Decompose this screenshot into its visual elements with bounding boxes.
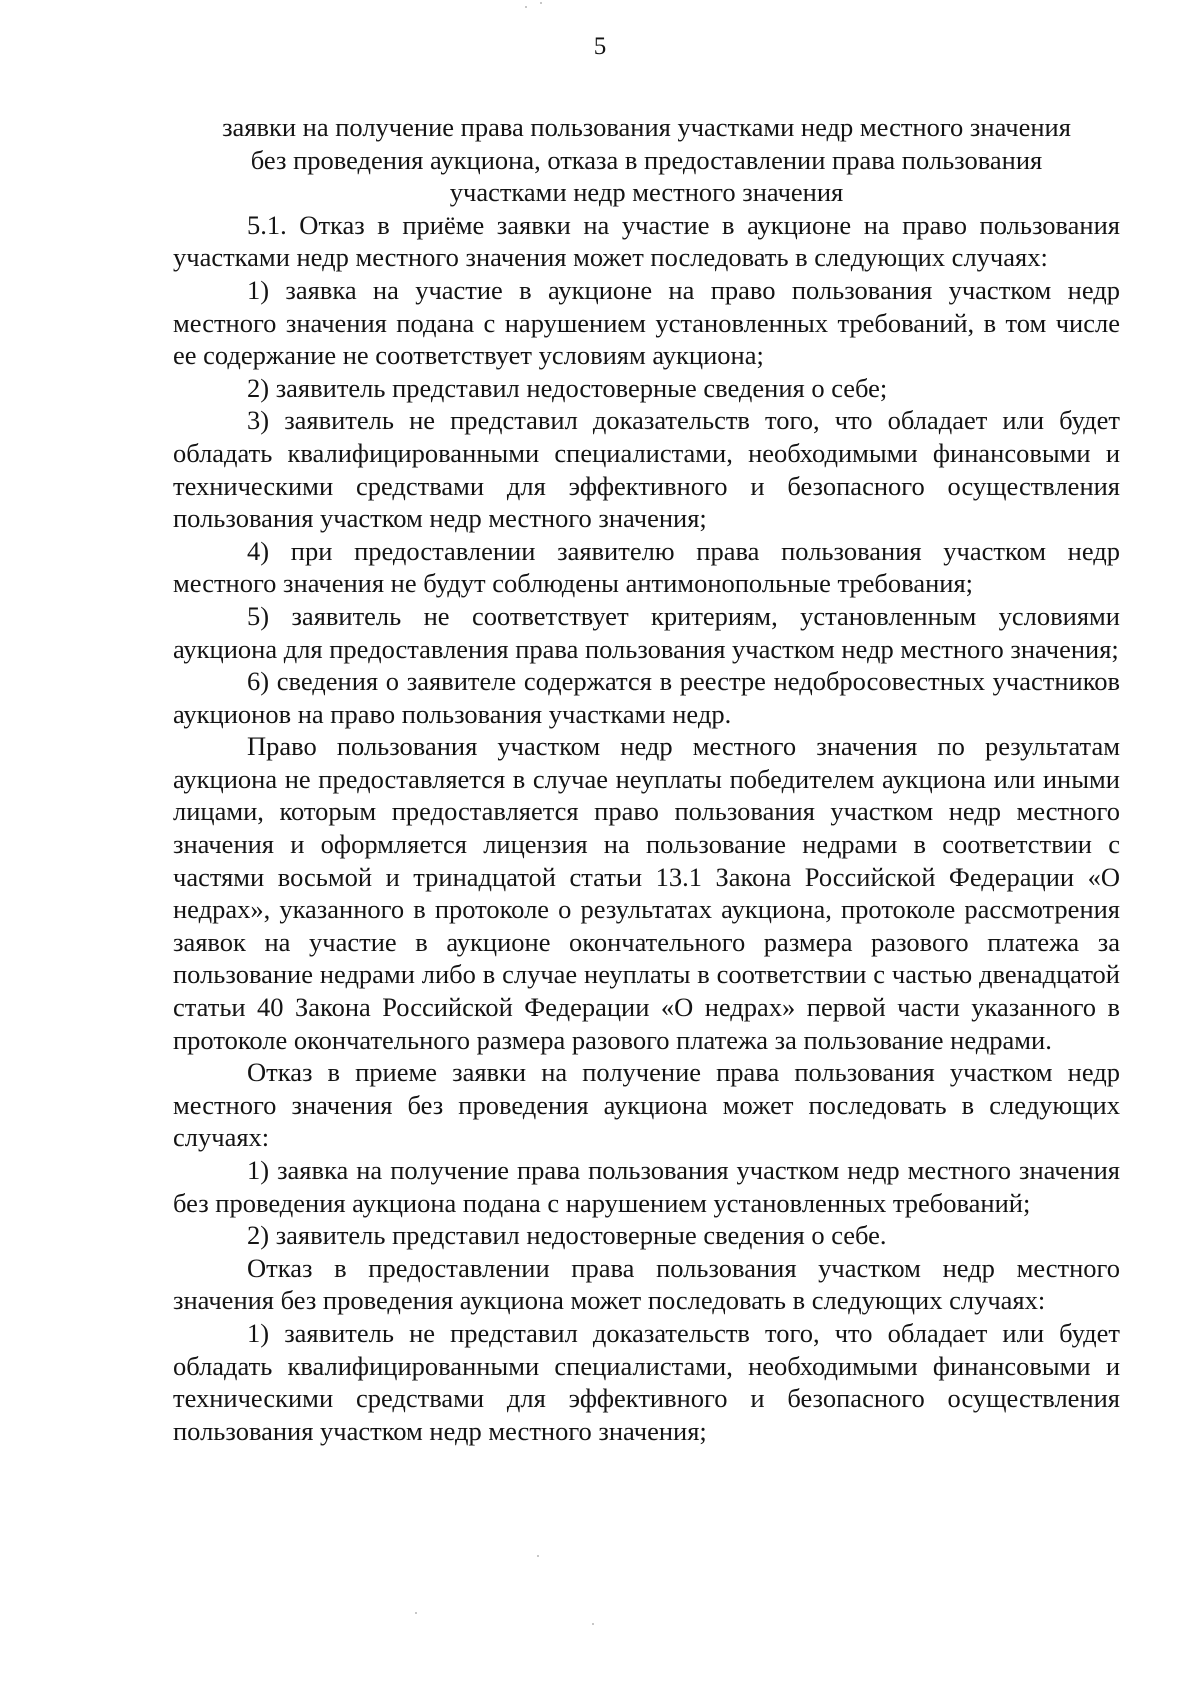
- list-item-1: 1) заявка на получение права пользования участком недр местного значения без проведения аукциона подана с нарушением установленных требований;: [173, 1155, 1120, 1218]
- list-item-4: 4) при предоставлении заявителю права пользования участком недр местного значения не будут соблюдены антимонопольные требования;: [173, 535, 1120, 599]
- paragraph-refusal-right: Отказ в предоставлении права пользования участком недр местного значения без проведения аукциона может последовать в следующих случаях:: [173, 1252, 1120, 1316]
- list-item-2: 2) заявитель представил недостоверные сведения о себе.: [247, 1220, 887, 1251]
- paragraph-5-1: 5.1. Отказ в приёме заявки на участие в аукционе на право пользования участками недр местного значения может последовать в следующих случаях:: [173, 209, 1120, 273]
- scan-speck: [415, 1612, 417, 1614]
- heading-line: без проведения аукциона, отказа в предоставлении права пользования: [250, 144, 1043, 175]
- list-item-3: 3) заявитель не представил доказательств того, что обладает или будет обладать квалифицированными специалистами, необходимыми финансовыми и техническими средствами для эффективного и безопасного осуществления пользования участком недр местного значения;: [173, 405, 1120, 534]
- scan-speck: [537, 1555, 539, 1557]
- document-body: [173, 111, 1120, 1447]
- page-number: 5: [593, 33, 607, 60]
- list-item-2: 2) заявитель представил недостоверные сведения о себе;: [247, 372, 888, 403]
- scan-speck: [592, 1623, 594, 1625]
- paragraph-refusal-application: Отказ в приеме заявки на получение права пользования участком недр местного значения без проведения аукциона может последовать в следующих случаях:: [173, 1057, 1120, 1153]
- heading-line: заявки на получение права пользования участками недр местного значения: [222, 112, 1071, 142]
- heading-line: участками недр местного значения: [449, 177, 844, 208]
- list-item-6: 6) сведения о заявителе содержатся в реестре недобросовестных участников аукционов на право пользования участками недр.: [173, 666, 1120, 729]
- paragraph-auction-right: Право пользования участком недр местного значения по результатам аукциона не предоставляется в случае неуплаты победителем аукциона или иными лицами, которым предоставляется право пользования участком недр местного значения и оформляется лицензия на пользование недрами в соответствии с частями восьмой и тринадцатой статьи 13.1 Закона Российской Федерации «О недрах», указанного в протоколе о результатах аукциона, протоколе рассмотрения заявок на участие в аукционе окончательного размера разового платежа за пользование недрами либо в случае неуплаты в соответствии с частью двенадцатой статьи 40 Закона Российской Федерации «О недрах» первой части указанного в протоколе окончательного размера разового платежа за пользование недрами.: [173, 731, 1120, 1055]
- list-item-1: 1) заявитель не представил доказательств того, что обладает или будет обладать квалифицированными специалистами, необходимыми финансовыми и техническими средствами для эффективного и безопасного осуществления пользования участком недр местного значения;: [173, 1317, 1120, 1446]
- scan-speck: [540, 2, 542, 4]
- list-item-1: 1) заявка на участие в аукционе на право пользования участком недр местного значения подана с нарушением установленных требований, в том числе ее содержание не соответствует условиям аукциона;: [173, 274, 1120, 371]
- section-heading: [173, 111, 1120, 209]
- list-item-5: 5) заявитель не соответствует критериям, установленным условиями аукциона для предоставления права пользования участком недр местного значения;: [173, 600, 1120, 664]
- scan-speck: [525, 6, 527, 8]
